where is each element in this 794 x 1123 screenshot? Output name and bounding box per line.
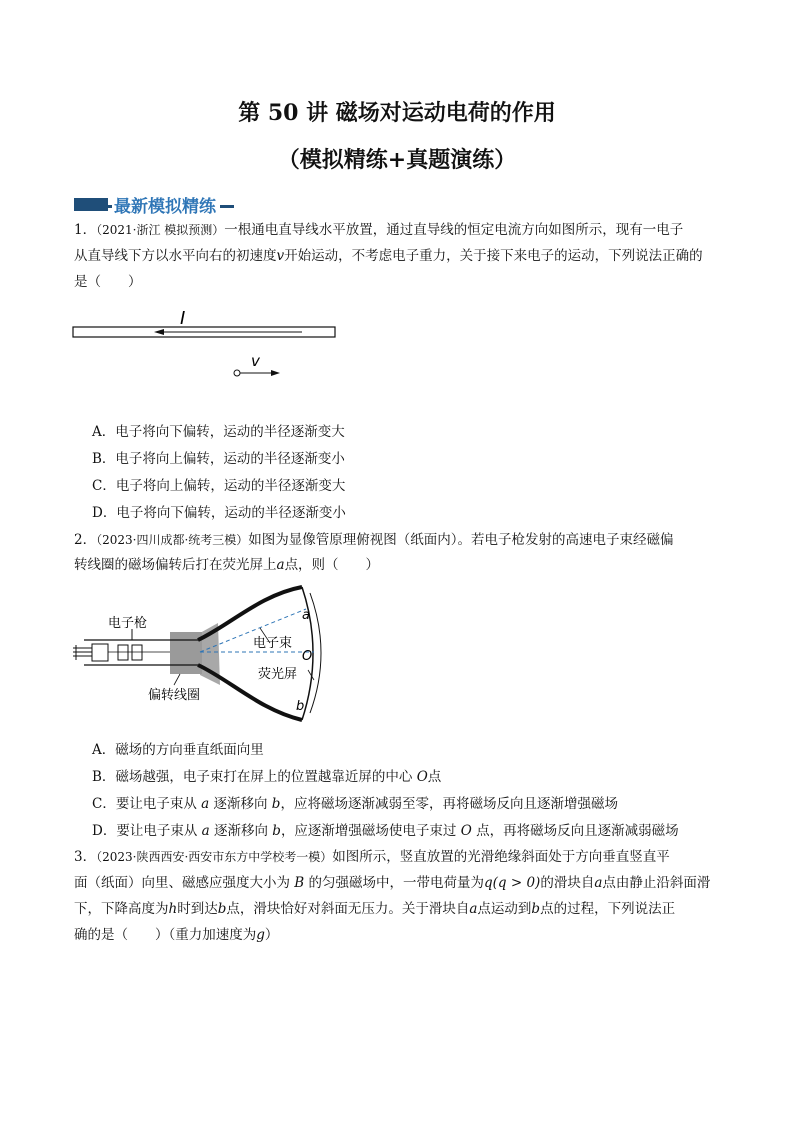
label-a: a [302, 608, 310, 623]
q1-line2: 从直导线下方以水平向右的初速度v开始运动，不考虑电子重力，关于接下来电子的运动，下列说法正确的 [74, 248, 703, 264]
q2-option-d: D．要让电子束从 a 逐渐移向 b，应逐渐增强磁场使电子束过 O 点，再将磁场反向且逐渐减弱磁场 [92, 823, 679, 839]
current-label: I [180, 308, 186, 329]
q2-option-b: B．磁场越强，电子束打在屏上的位置越靠近屏的中心 O点 [92, 769, 442, 785]
velocity-label: v [251, 352, 260, 370]
deflection-coil [170, 632, 202, 674]
q1-figure [70, 300, 340, 385]
label-gun: 电子枪 [108, 616, 148, 631]
label-screen: 荧光屏 [258, 667, 298, 682]
label-coil: 偏转线圈 [148, 688, 201, 703]
page-title: 第 50 讲 磁场对运动电荷的作用 [238, 100, 556, 126]
q1-line3: 是（ ） [74, 274, 142, 290]
q1-option-a: A．电子将向下偏转，运动的半径逐渐变大 [92, 424, 345, 440]
q2-option-c: C．要让电子束从 a 逐渐移向 b，应将磁场逐渐减弱至零，再将磁场反向且逐渐增强磁场 [92, 796, 618, 812]
q1-option-c: C．电子将向上偏转，运动的半径逐渐变大 [92, 478, 346, 494]
q1-option-d: D．电子将向下偏转，运动的半径逐渐变小 [92, 505, 346, 521]
label-b: b [296, 699, 305, 714]
label-o: O [302, 649, 313, 664]
q2-line2: 转线圈的磁场偏转后打在荧光屏上a点，则（ ） [74, 557, 380, 573]
q1-option-b: B．电子将向上偏转，运动的半径逐渐变小 [92, 451, 345, 467]
q3-line2: 面（纸面）向里、磁感应强度大小为 B 的匀强磁场中，一带电荷量为q(q > 0)的滑块自a点由静止沿斜面滑 [74, 875, 711, 891]
q3-line3: 下，下降高度为h时到达b点，滑块恰好对斜面无压力。关于滑块自a点运动到b点的过程，下列说法正 [74, 901, 676, 917]
electron [234, 370, 240, 376]
page-subtitle: （模拟精练+真题演练） [277, 147, 517, 173]
label-beam: 电子束 [253, 636, 293, 651]
q3-line4: 确的是（ ）（重力加速度为g） [74, 927, 279, 943]
section-label: 最新模拟精练 [112, 192, 220, 217]
q1-line1: 1．（2021·浙江 模拟预测）一根通电直导线水平放置，通过直导线的恒定电流方向如图所示，现有一电子 [74, 222, 684, 238]
q2-figure [70, 585, 340, 725]
q2-option-a: A．磁场的方向垂直纸面向里 [92, 742, 264, 758]
section-banner [74, 195, 234, 215]
bulb-top [198, 587, 302, 640]
q2-line1: 2．（2023·四川成都·统考三模）如图为显像管原理俯视图（纸面内）。若电子枪发射的高速电子束经磁偏 [74, 532, 674, 548]
q3-line1: 3．（2023·陕西西安·西安市东方中学校考一模）如图所示，竖直放置的光滑绝缘斜面处于方向垂直竖直平 [74, 849, 670, 865]
